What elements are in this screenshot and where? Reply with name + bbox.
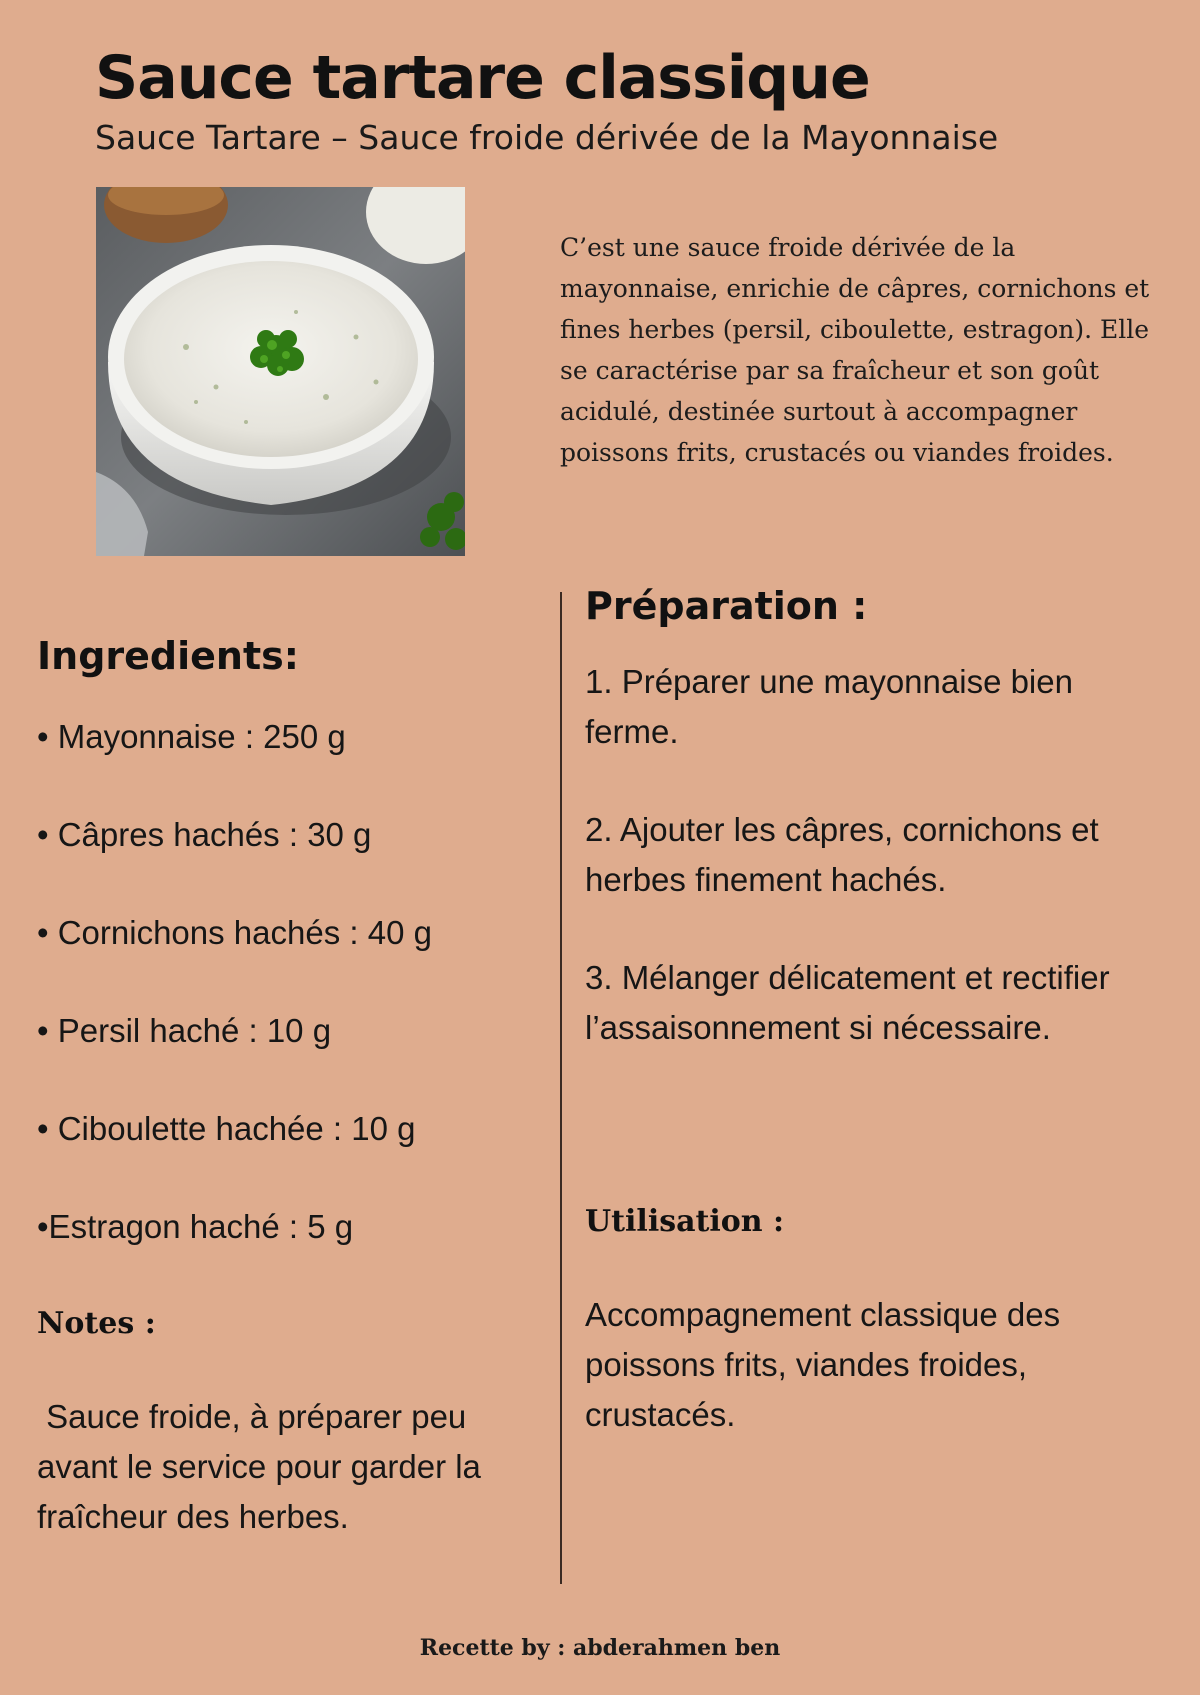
preparation-heading: Préparation : (585, 584, 868, 628)
preparation-step: 2. Ajouter les câpres, cornichons et herbes finement hachés. (585, 811, 1099, 898)
ingredient-item: • Ciboulette hachée : 10 g (37, 1110, 416, 1147)
preparation-step: 1. Préparer une mayonnaise bien ferme. (585, 663, 1073, 750)
ingredient-item: • Câpres hachés : 30 g (37, 816, 372, 853)
preparation-steps (585, 657, 1170, 1053)
ingredients-list (37, 712, 537, 1300)
recipe-title: Sauce tartare classique (95, 43, 870, 113)
ingredient-item: •Estragon haché : 5 g (37, 1208, 354, 1245)
usage-text: Accompagnement classique des poissons frits, viandes froides, crustacés. (585, 1296, 1061, 1433)
recipe-description: C’est une sauce froide dérivée de la mayonnaise, enrichie de câpres, cornichons et fines herbes (persil, ciboulette, estragon). Elle se caractérise par sa fraîcheur et son goût acidulé, destinée surtout à accompagner poissons frits, crustacés ou viandes froides. (560, 233, 1150, 467)
usage-heading: Utilisation : (585, 1204, 785, 1239)
sauce-photo (96, 187, 465, 556)
ingredient-item: • Mayonnaise : 250 g (37, 718, 346, 755)
preparation-step: 3. Mélanger délicatement et rectifier l’assaisonnement si nécessaire. (585, 959, 1110, 1046)
notes-text: Sauce froide, à préparer peu avant le service pour garder la fraîcheur des herbes. (37, 1398, 491, 1535)
ingredient-item: • Persil haché : 10 g (37, 1012, 332, 1049)
recipe-credit: Recette by : abderahmen ben (419, 1635, 781, 1661)
ingredients-heading: Ingredients: (37, 634, 299, 678)
recipe-subtitle: Sauce Tartare – Sauce froide dérivée de la Mayonnaise (95, 118, 999, 157)
ingredient-item: • Cornichons hachés : 40 g (37, 914, 432, 951)
column-divider (560, 592, 562, 1584)
notes-heading: Notes : (37, 1306, 156, 1341)
